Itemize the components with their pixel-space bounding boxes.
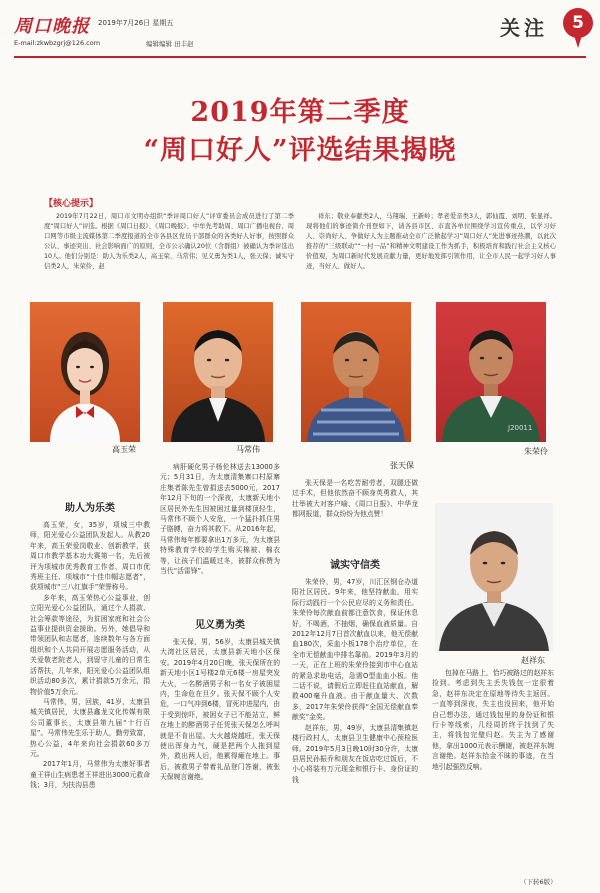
paragraph: 朱荣伶，男，47岁，川汇区钢仓办道阳社区居民。9年来，他坚持献血，用实际行动践行一个公民应尽的义务和责任。朱荣伶每次献血前都注意饮食，保证休息好，不喝酒，不抽烟，确保血液质量。自2012年12月7日首次献血以来，他无偿献血180次，采血小板178个治疗单位，在全市无偿献血中排名靠前。2019年3月的一天，正在上班的朱荣伶接到市中心血站的紧急求助电话，急需O型血血小板。他二话不说，请假后立即赶往血站献血，解救400毫升血液。由于献血量大、次数多，2017年朱荣伶获得“全国无偿献血奉献奖”金奖。 — [292, 578, 418, 722]
paragraph: 马常伟，男，回族，41岁，太康县城关镇居民，太康县鑫龙文化传媒有限公司董事长，太康县第九届“十行百星”。马常伟先生乐于助人，勤劳致富，热心公益，4年来向社会捐款60多万元。 — [30, 697, 150, 758]
section-title-chengshi: 诚实守信类 — [330, 560, 380, 571]
summary-col-1: 2019年7月22日，周口市文明办组织“季评周口好人”评审委员会成员进行了第二季度“周口好人”评选。根据《周口日报》、《周口晚报》、中牟先考助周、周口广播电视台、周口网等市级主流媒体第二季度报道的全市各县区党员干部群众的各类好人好事，按照群众公认、事迹突出、社会影响面广的原则，全市公示确认20位（含群组）被确认为季评选出10人。他们分别是：助人为乐类2人，高玉荣、马常伟；见义勇为类1人，张天保；诚实守信类2人，朱荣伶、赵 — [44, 213, 294, 270]
paragraph: 2017年1月，马常伟为太康好事者童王祥山生病患者王祥进出3000元救命钱；3月，为扶沟县患 — [30, 760, 150, 790]
caption-zhu: 朱荣伶 — [524, 447, 548, 456]
newspaper-logo: 周口晚报 — [14, 16, 90, 37]
svg-text:J20011: J20011 — [508, 424, 533, 432]
contact-email: E-mail:zkwbzgrj@126.com — [14, 39, 101, 47]
article-column-3 — [292, 478, 418, 520]
editor-credits: 编辑编辑 田丰赵 — [146, 40, 194, 48]
article-column-1 — [30, 520, 150, 791]
article-column-2 — [160, 462, 280, 576]
article-column-2b — [160, 637, 280, 783]
continued-note: （下转6版） — [520, 878, 557, 886]
section-title-zhuren: 助人为乐类 — [65, 503, 115, 514]
headline-line-1: 2019年第二季度 — [190, 97, 410, 128]
summary-block — [44, 199, 556, 272]
summary-col-2: 祥东；敬业奉献类2人，马翔瑞、王新岭；孝老爱亲类3人，郭仙霞、刘明、张显祥。现将他们的事迹简介刊登如下，请各县市区、市直各单位围绕学习宣传重点，以学习好人、崇尚好人、争做好人为主题推动全市广泛掀起学习“周口好人”先进事迹热潮，以此次推荐的“三级联动”“一村一品”和精神文明建设工作为抓手，积极培育和践行社会主义核心价值观，为周口新时代发展贡献力量，更好地发挥引领作用，让全市人民一起学习好人事迹，当好人、做好人。 — [306, 213, 556, 270]
paragraph: 高玉荣，女，35岁，项城三中教师，阳光爱心公益团队发起人。从教20年来，高玉荣爱岗敬业、创新教学，获周口市教学基本功大赛第一名，先后被评为项城市优秀教育工作者、周口市优秀班主任、项城市“十佳巾帼志愿者”，获项城市“三八红旗手”荣誉称号。 — [30, 521, 150, 592]
portrait-photo-ma — [163, 302, 273, 442]
paragraph: 张天保是一名吃苦耐劳者，双腿还做过手术，但他依然奋不顾身英勇救人，其壮举被大对客户喻、《周口日报》、中华龙都网报道，群众纷纷为他点赞！ — [292, 479, 418, 519]
section-name: 关注 — [500, 16, 548, 40]
caption-gao: 高玉荣 — [112, 445, 136, 454]
portrait-photo-gao — [30, 302, 140, 442]
masthead — [14, 6, 586, 58]
issue-date: 2019年7月26日 星期五 — [98, 19, 174, 27]
portrait-photo-zhu — [436, 302, 546, 442]
paragraph: 赵祥东，男，49岁，太康县清集镇赵楼行政村人，太康县卫生健康中心预检医师。2019年5月3日晚10时30分许，太康县居民孙振乔和朋友在饭店吃过饭后，不小心将装有万元现金和银行卡、身份证的钱 — [292, 723, 418, 784]
paragraph: 包掉在马路上，恰巧被路过的赵祥东捡到。考虑到失主丢失钱包一定很着急，赵祥东决定在原地等待失主返回。一直等到深夜，失主也没回来，他开始自己想办法，通过钱包里的身份证和银行卡等线索，几经周折终于找到了失主，将钱包完璧归赵。失主为了感谢他，拿出1000元表示酬谢，被赵祥东婉言谢绝。赵祥东拾金不昧的事迹，在当地引起强烈反响。 — [432, 669, 554, 771]
headline-line-2: “周口好人”评选结果揭晓 — [143, 135, 457, 166]
article-column-3b — [292, 577, 418, 785]
caption-zhang: 张天保 — [390, 461, 414, 470]
summary-tag: 【核心提示】 — [44, 199, 99, 209]
paragraph: 张天保，男，56岁，太康县城关镇大湾社区居民，太康县新天地小区保安。2019年4月20日晚，张天保所在的新天地小区1号楼2单元6楼一房屋突发大火，一名醉酒男子和一名女子被困屋内，生命危在旦夕。张天保不顾个人安危，一口气冲到6楼，冒死冲进屋内，由于受到惊吓，被困女子已不能站立，鲜在地上的醉酒男子任凭张天保怎么呼叫就是不肯出屋。大火越烧越旺，张天保使出浑身力气，硬是把两个人拖到屋外，救出两人后，他累得瘫在地上。事后，被救男子带着礼品登门答谢，被张天保婉言谢绝。 — [160, 638, 280, 782]
paragraph: 病肝硬化男子杨伦林送去13000多元；5月31日，为太康清集寨口村原寨庄集者陈先生曾捐送去5000元，2017年12月下旬的一个深夜，太康新天地小区居民外先生因被困过量到楼顶轻生，马常伟不顾个人安危，一个猛扑抓住男子胳膊，奋力将其救下。从2016年起，马常伟每年都要拿出1万多元，为太康县特殊教育学校的学生购买棉被、棉衣等，让孩子们温暖过冬，被群众称赞为当代“活雷锋”。 — [160, 463, 280, 576]
caption-ma: 马常伟 — [236, 445, 260, 454]
caption-zhao: 赵祥东 — [521, 656, 545, 665]
article-column-4 — [432, 668, 554, 772]
portrait-photo-zhao — [435, 503, 553, 651]
section-title-jianyi: 见义勇为类 — [195, 620, 245, 631]
page-number: 5 — [563, 8, 593, 38]
headline — [0, 96, 600, 168]
paragraph: 多年来，高玉荣热心公益事业，创立阳光爱心公益团队，通过个人捐款、社会筹款等途径，为贫困家庭和社会公益事业提供资金援助。另外，她倡导和带领团队和志愿者，连续数年与各方面组织和个人共同开展志愿服务活动，从关爱敬老院老人，到留守儿童的日常生活帮扶，几年来，阳光爱心公益团队组织活动80多次，累计捐款5万余元，捐物价值5万余元。 — [30, 593, 150, 696]
portrait-photo-zhang — [301, 302, 411, 442]
